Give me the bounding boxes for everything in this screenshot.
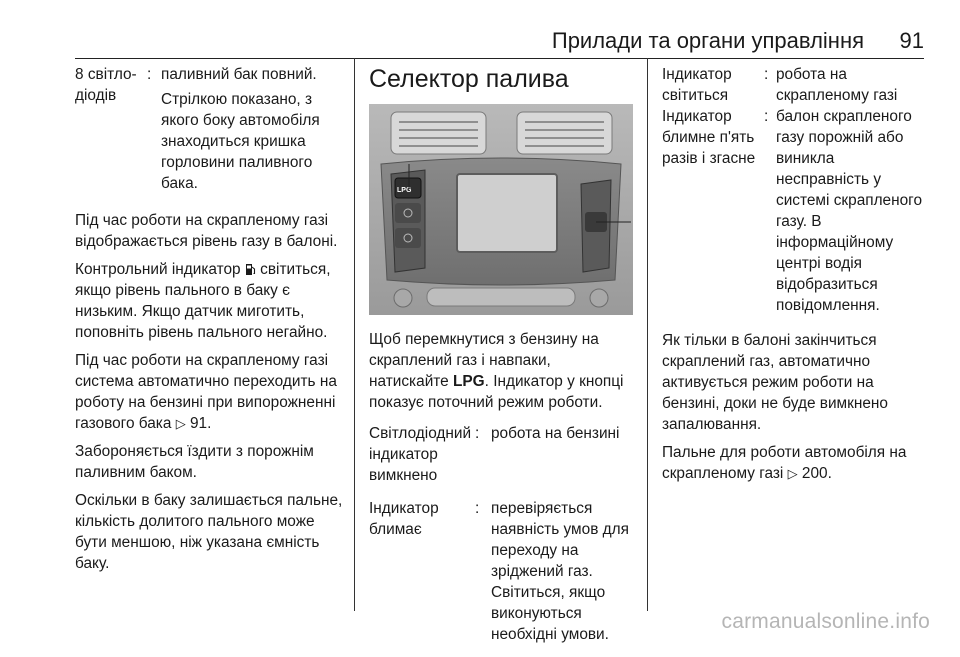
definition-term: Індикатор блимає — [369, 500, 439, 538]
lpg-button-label: LPG — [397, 187, 412, 194]
paragraph-text: Щоб перемкнутися з бензину на скраплений газ і навпаки, натискайте — [369, 331, 599, 390]
fuel-pump-icon — [245, 262, 256, 276]
column-left — [75, 64, 345, 581]
definition-line: паливний бак повний. — [161, 66, 317, 83]
paragraph-text: . Індикатор у кнопці показує поточний режим роботи. — [369, 373, 624, 411]
ref-arrow-icon: ▷ — [175, 416, 186, 431]
column-divider-2 — [647, 58, 648, 611]
column-right — [662, 64, 930, 491]
paragraph-text: Пальне для роботи автомобіля на скрапленому газі — [662, 444, 907, 482]
paragraph-text: Під час роботи на скрапленому газі система автоматично переходить на роботу на бензині при випорожненні газового бака — [75, 352, 337, 432]
definition-text — [161, 64, 345, 198]
definition-colon: : — [475, 500, 480, 517]
page-header — [0, 22, 960, 58]
definition-colon: : — [475, 425, 480, 442]
paragraph: Під час роботи на скрапленому газі відображається рівень газу в балоні. — [75, 212, 338, 250]
header-rule — [75, 58, 924, 59]
fuel-selector-illustration — [369, 104, 633, 315]
definition-note: Стрілкою показано, з якого боку автомобіля знаходиться кришка горловини паливного бака. — [161, 91, 320, 192]
paragraph-text: Контрольний індикатор — [75, 261, 241, 278]
definition-item — [369, 498, 633, 645]
paragraph — [369, 329, 633, 413]
definition-text: балон скрапленого газу порожній або виникла несправність у системі скрапленого газу. В інформаційному центрі водія відобразиться повідомлення. — [776, 108, 923, 314]
paragraph — [662, 442, 930, 484]
paragraph: Забороняється їздити з порожнім паливним баком. — [75, 443, 314, 481]
paragraph: Як тільки в балоні закінчиться скраплений газ, автоматично активується режим роботи на бензині, доки не буде вимкнено запалювання. — [662, 332, 888, 433]
definition-colon: : — [764, 66, 769, 83]
definition-item — [662, 64, 930, 106]
definition-item — [662, 106, 930, 316]
definition-term: Індикатор світиться — [662, 66, 732, 104]
paragraph-text: світиться, якщо рівень пального в баку є низьким. Якщо датчик миготить, поповніть рівень пального негайно. — [75, 261, 331, 341]
column-middle — [369, 64, 633, 657]
paragraph-fuel-indicator — [75, 259, 345, 343]
definition-text: перевіряється наявність умов для переходу на зріджений газ. Світиться, якщо виконуються необхідні умови. — [491, 500, 629, 643]
paragraph: Оскільки в баку залишається пальне, кількість долитого пального може бути меншою, ніж указана ємність баку. — [75, 492, 343, 572]
page-reference[interactable]: 200. — [801, 465, 832, 482]
definition-colon: : — [764, 108, 769, 125]
definition-item — [369, 423, 633, 486]
section-title: Селектор палива — [369, 65, 569, 93]
definition-term: Індикатор блимне п'ять разів і згасне — [662, 108, 756, 167]
definition-colon: : — [147, 66, 152, 83]
lpg-label: LPG — [453, 373, 485, 390]
definition-text: робота на скрапленому газі — [776, 66, 898, 104]
definition-term: Світлодіодний індикатор вимкнено — [369, 425, 472, 484]
page-reference[interactable]: 91. — [190, 415, 212, 432]
page-title: Прилади та органи управління — [551, 28, 864, 53]
definition-term: 8 світло- діодів — [75, 66, 137, 104]
watermark: carmanualsonline.info — [721, 610, 930, 633]
paragraph — [75, 350, 345, 434]
ref-arrow-icon: ▷ — [787, 466, 798, 481]
definition-item — [75, 64, 345, 198]
column-divider-1 — [354, 58, 355, 611]
definition-text: робота на бензині — [491, 425, 620, 442]
page-number: 91 — [899, 28, 924, 53]
